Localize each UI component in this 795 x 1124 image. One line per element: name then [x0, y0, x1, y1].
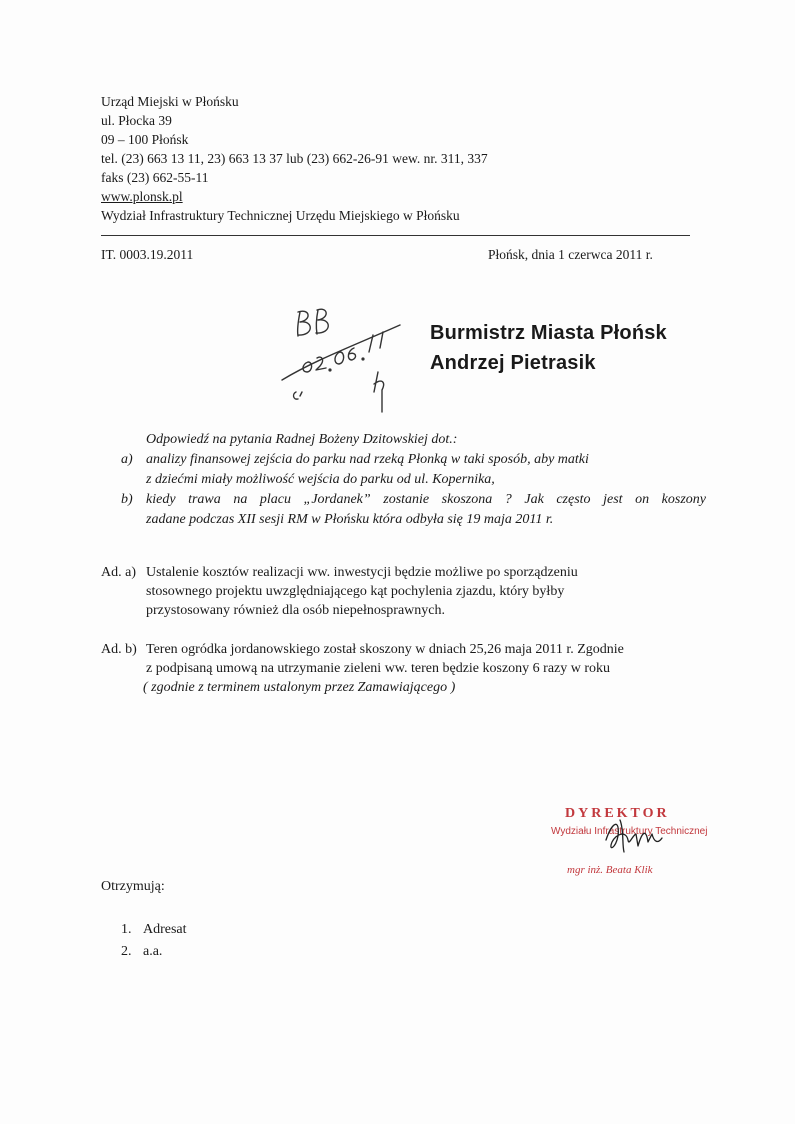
- stamp-title: DYREKTOR: [565, 806, 670, 821]
- addressee-title: Burmistrz Miasta Płońsk: [430, 322, 667, 344]
- signature: [598, 812, 668, 862]
- answer-line: Teren ogródka jordanowskiego został skoszony w dniach 25,26 maja 2011 r. Zgodnie: [146, 642, 624, 657]
- date-place: Płońsk, dnia 1 czerwca 2011 r.: [488, 247, 653, 262]
- subject-b-line: kiedy trawa na placu „Jordanek” zostanie skoszona ? Jak często jest on koszony: [146, 492, 706, 507]
- reference-number: IT. 0003.19.2011: [101, 247, 194, 262]
- answer-line: Ustalenie kosztów realizacji ww. inwestycji będzie możliwe po sporządzeniu: [146, 565, 578, 580]
- answer-label: Ad. a): [101, 565, 136, 580]
- recipients-heading: Otrzymują:: [101, 879, 165, 894]
- recipient-number: 1.: [121, 922, 132, 937]
- subject-a-line: z dziećmi miały możliwość wejścia do parku od ul. Kopernika,: [146, 472, 495, 487]
- subject-b-line: zadane podczas XII sesji RM w Płońsku która odbyła się 19 maja 2011 r.: [146, 512, 554, 527]
- answer-line: stosownego projektu uwzględniającego kąt pochylenia zjazdu, który byłby: [146, 584, 565, 599]
- addressee-name: Andrzej Pietrasik: [430, 352, 596, 374]
- office-department: Wydział Infrastruktury Technicznej Urzędu Miejskiego w Płońsku: [101, 208, 460, 223]
- answer-line: z podpisaną umową na utrzymanie zieleni ww. teren będzie koszony 6 razy w roku: [146, 661, 611, 676]
- subject-a-line: analizy finansowej zejścia do parku nad rzeką Płonką w taki sposób, aby matki: [146, 452, 589, 467]
- office-phone: tel. (23) 663 13 11, 23) 663 13 37 lub (23) 662-26-91 wew. nr. 311, 337: [101, 151, 488, 166]
- answer-line: przystosowany również dla osób niepełnosprawnych.: [146, 603, 445, 618]
- header-divider: [101, 235, 690, 236]
- recipient-label: Adresat: [143, 922, 187, 937]
- subject-intro: Odpowiedź na pytania Radnej Bożeny Dzitowskiej dot.:: [146, 432, 458, 447]
- stamp-subtitle: Wydziału Infrastruktury Technicznej: [551, 826, 708, 837]
- answer-label: Ad. b): [101, 642, 137, 657]
- subject-marker-a: a): [121, 452, 133, 467]
- recipient-number: 2.: [121, 944, 132, 959]
- office-name: Urząd Miejski w Płońsku: [101, 94, 239, 109]
- office-postcode: 09 – 100 Płońsk: [101, 132, 189, 147]
- stamp-name: mgr inż. Beata Klik: [567, 864, 653, 876]
- handwritten-note: [270, 300, 420, 415]
- subject-marker-b: b): [121, 492, 133, 507]
- office-street: ul. Płocka 39: [101, 113, 172, 128]
- office-fax: faks (23) 662-55-11: [101, 170, 209, 185]
- answer-note: ( zgodnie z terminem ustalonym przez Zamawiającego ): [143, 680, 456, 695]
- office-website: www.plonsk.pl: [101, 189, 183, 204]
- recipient-label: a.a.: [143, 944, 163, 959]
